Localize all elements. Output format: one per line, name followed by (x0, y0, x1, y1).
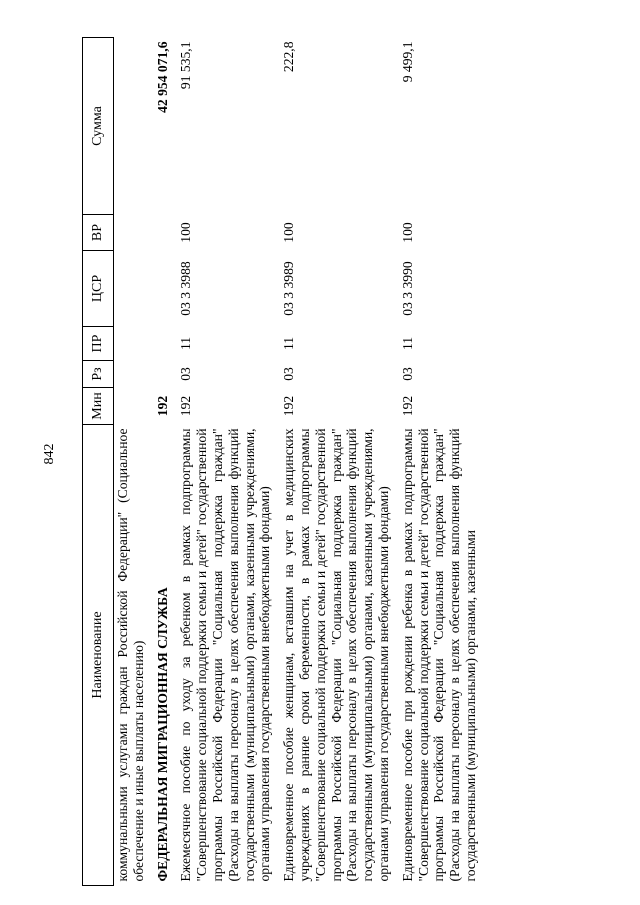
row-pr: 11 (399, 336, 415, 351)
header-sum: Сумма (83, 38, 114, 215)
row-csr (154, 251, 178, 327)
row-name: ФЕДЕРАЛЬНАЯ МИГРАЦИОННАЯ СЛУЖБА (154, 587, 170, 882)
row-sum: 91 535,1 (178, 41, 194, 90)
row-pr: 11 (178, 336, 194, 351)
row-min: 192 (154, 395, 170, 417)
table-header-row (83, 38, 114, 886)
row-csr (114, 251, 154, 327)
row-pr (154, 327, 178, 361)
row-rz: 03 (178, 367, 194, 381)
table-row (399, 38, 480, 886)
row-name: коммунальными услугами граждан Российской Федерации" (Социальное обеспечение и иные выплаты населению) (115, 428, 146, 882)
row-vr (114, 215, 154, 251)
header-csr: ЦСР (83, 251, 114, 327)
row-sum: 222,8 (281, 41, 297, 73)
row-sum: 42 954 071,6 (154, 41, 170, 113)
header-name: Наименование (83, 425, 114, 886)
rotated-page-content (82, 38, 592, 886)
row-vr (154, 215, 178, 251)
row-rz: 03 (399, 367, 415, 381)
row-pr (114, 327, 154, 361)
row-rz (154, 361, 178, 388)
budget-table (82, 37, 480, 886)
header-min: Мин (83, 388, 114, 425)
table-row (114, 38, 154, 886)
row-name: Ежемесячное пособие по уходу за ребенком в рамках подпрограммы "Совершенствование социальной поддержки семьи и детей" государственной программы Российской Федерации "Социальная поддержка граждан" (Расходы на выплаты персоналу в целях обеспечения выполнения функций государственными (муниципальными) органами, казенными учреждениями, органами управления государственными внебюджетными фондами) (178, 428, 273, 882)
row-rz: 03 (281, 367, 297, 381)
page-number: 842 (42, 443, 57, 465)
row-sum: 9 499,1 (399, 41, 415, 83)
table-row (280, 38, 399, 886)
row-min: 192 (399, 395, 415, 417)
row-vr: 100 (399, 222, 415, 243)
header-pr: ПР (83, 327, 114, 361)
row-sum (114, 38, 154, 215)
row-name: Единовременное пособие женщинам, вставшим на учет в медицинских учреждениях в ранние сроки беременности, в рамках подпрограммы "Совершенствование социальной поддержки семьи и детей" государственной программы Российской Федерации "Социальная поддержка граждан" (Расходы на выплаты персоналу в целях обеспечения выполнения функций государственными (муниципальными) органами, казенными учреждениями, органами управления государственными внебюджетными фондами) (281, 428, 391, 882)
row-vr: 100 (281, 222, 297, 243)
table-row (177, 38, 280, 886)
row-min (114, 388, 154, 425)
row-csr: 03 3 3990 (399, 261, 415, 316)
header-vr: ВР (83, 215, 114, 251)
row-min: 192 (178, 395, 194, 417)
table-row (154, 38, 178, 886)
row-rz (114, 361, 154, 388)
row-name: Единовременное пособие при рождении ребенка в рамках подпрограммы "Совершенствование социальной поддержки семьи и детей" государственной программы Российской Федерации "Социальная поддержка граждан" (Расходы на выплаты персоналу в целях обеспечения выполнения функций государственными (муниципальными) органами, казенными (399, 428, 478, 882)
header-rz: Рз (83, 361, 114, 388)
row-vr: 100 (178, 222, 194, 243)
row-min: 192 (281, 395, 297, 417)
row-pr: 11 (281, 336, 297, 351)
row-csr: 03 3 3989 (281, 261, 297, 316)
row-csr: 03 3 3988 (178, 261, 194, 316)
